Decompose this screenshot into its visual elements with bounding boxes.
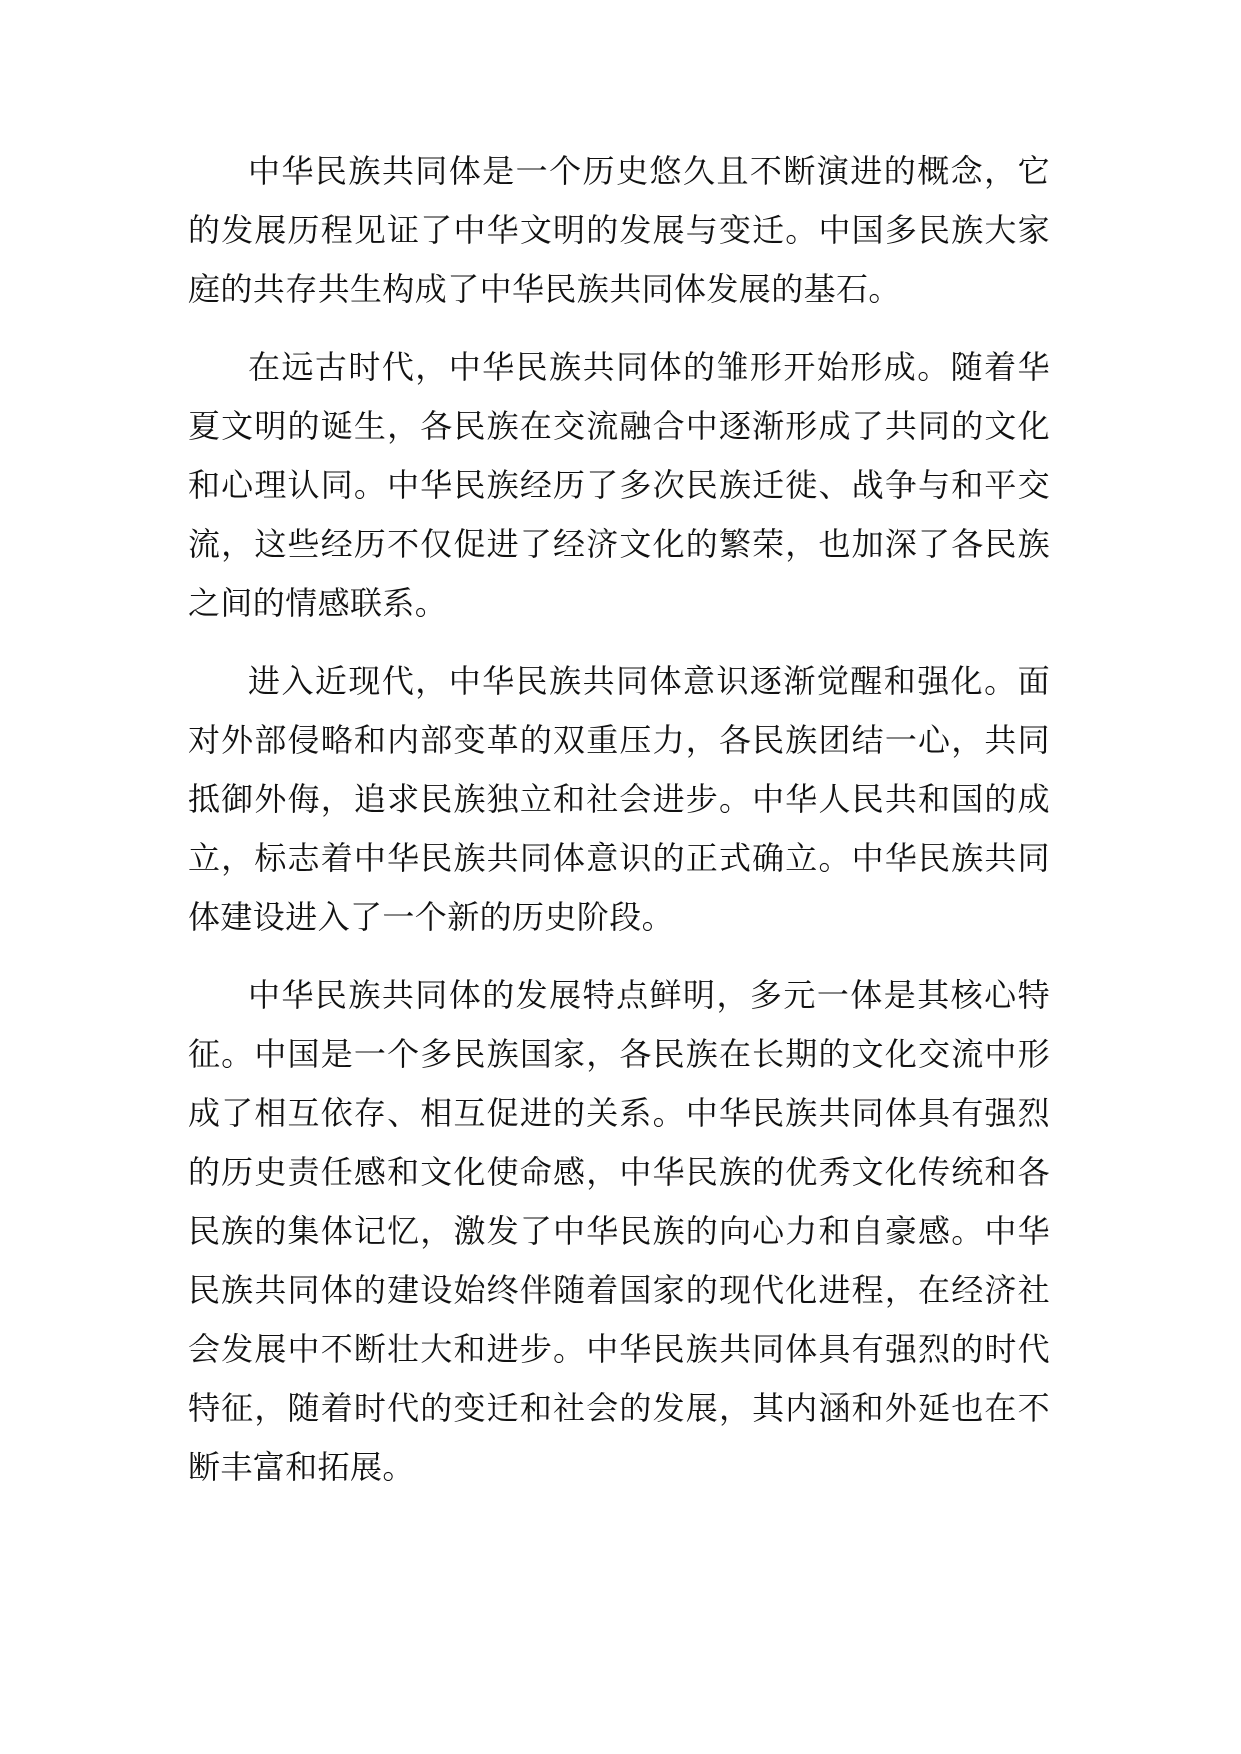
paragraph: 中华民族共同体是一个历史悠久且不断演进的概念，它的发展历程见证了中华文明的发展与变迁。中国多民族大家庭的共存共生构成了中华民族共同体发展的基石。 [188, 152, 1050, 308]
paragraph: 进入近现代，中华民族共同体意识逐渐觉醒和强化。面对外部侵略和内部变革的双重压力，各民族团结一心，共同抵御外侮，追求民族独立和社会进步。中华人民共和国的成立，标志着中华民族共同体意识的正式确立。中华民族共同体建设进入了一个新的历史阶段。 [188, 662, 1050, 936]
paragraph: 在远古时代，中华民族共同体的雏形开始形成。随着华夏文明的诞生，各民族在交流融合中逐渐形成了共同的文化和心理认同。中华民族经历了多次民族迁徙、战争与和平交流，这些经历不仅促进了经济文化的繁荣，也加深了各民族之间的情感联系。 [188, 348, 1050, 622]
paragraph: 中华民族共同体的发展特点鲜明，多元一体是其核心特征。中国是一个多民族国家，各民族在长期的文化交流中形成了相互依存、相互促进的关系。中华民族共同体具有强烈的历史责任感和文化使命感，中华民族的优秀文化传统和各民族的集体记忆，激发了中华民族的向心力和自豪感。中华民族共同体的建设始终伴随着国家的现代化进程，在经济社会发展中不断壮大和进步。中华民族共同体具有强烈的时代特征，随着时代的变迁和社会的发展，其内涵和外延也在不断丰富和拓展。 [188, 976, 1050, 1486]
document-body [188, 142, 1050, 1516]
